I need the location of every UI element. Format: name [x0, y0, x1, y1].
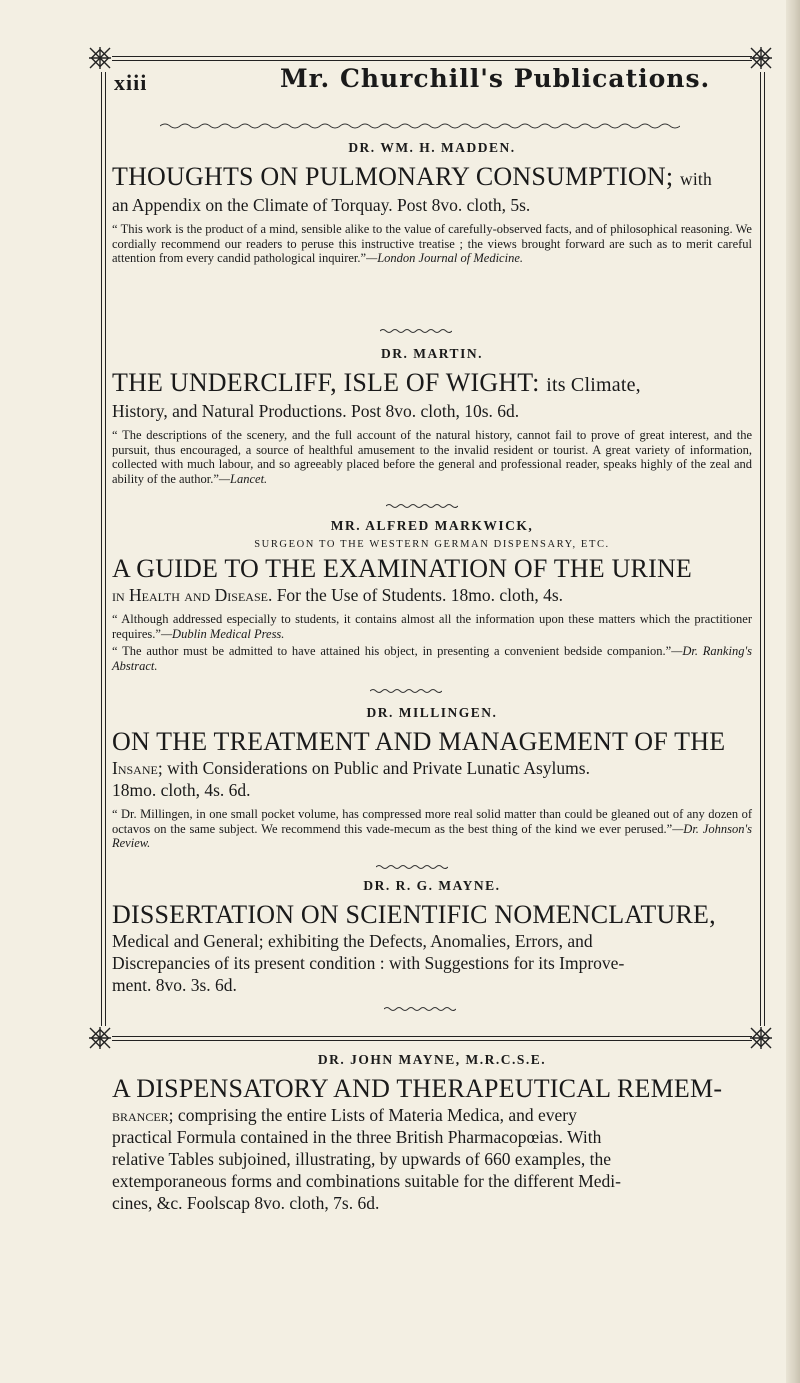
- running-title: Mr. Churchill's Publications.: [280, 64, 711, 93]
- entry-madden: [112, 140, 752, 266]
- entry-description: [112, 757, 752, 779]
- entry-author: DR. MARTIN.: [381, 346, 483, 361]
- entry-review-quote: [112, 612, 752, 641]
- entry-title: ON THE TREATMENT AND MANAGEMENT OF THE: [112, 727, 726, 756]
- entry-title: THOUGHTS ON PULMONARY CONSUMPTION;: [112, 162, 674, 191]
- entry-price: cines, &c. Foolscap 8vo. cloth, 7s. 6d.: [112, 1193, 380, 1213]
- entry-price: 18mo. cloth, 4s. 6d.: [112, 780, 251, 800]
- page-edge-shadow: [786, 0, 800, 1383]
- entry-price: ment. 8vo. 3s. 6d.: [112, 975, 237, 995]
- right-border-rule: [760, 72, 761, 1026]
- entry-review-quote: [112, 428, 752, 486]
- separator-ornament: [386, 503, 458, 509]
- corner-ornament-icon: [749, 1026, 773, 1050]
- review-text: “ The descriptions of the scenery, and the full account of the natural history, cannot fail to prove of great interest, and the pursuit, thus encouraged, a source of healthful amusement to the invalid resident or tourist. A great variety of information, collected with much labour, and so agreeably placed before the general and professional reader, speaks highly of the zeal and ability of the author.”: [112, 428, 752, 486]
- corner-ornament-icon: [88, 46, 112, 70]
- review-source: —Dublin Medical Press.: [160, 626, 285, 641]
- left-border-rule-inner: [105, 72, 106, 1026]
- left-border-rule: [101, 72, 102, 1026]
- separator-ornament: [376, 864, 448, 870]
- entry-description: Discrepancies of its present condition : with Suggestions for its Improve-: [112, 953, 625, 973]
- separator-ornament: [380, 328, 452, 334]
- entry-author: MR. ALFRED MARKWICK,: [330, 518, 534, 533]
- entry-description: [112, 584, 752, 606]
- entry-title-line: [112, 162, 752, 194]
- header-wavy-rule: [160, 122, 680, 130]
- entry-title: THE UNDERCLIFF, ISLE OF WIGHT:: [112, 368, 540, 397]
- entry-description: [112, 1104, 752, 1126]
- entry-description: History, and Natural Productions. Post 8vo. cloth, 10s. 6d.: [112, 401, 520, 421]
- entry-description: relative Tables subjoined, illustrating, by upwards of 660 examples, the: [112, 1149, 612, 1169]
- separator-ornament: [384, 1006, 456, 1012]
- entry-review-quote: [112, 644, 752, 673]
- entry-title: DISSERTATION ON SCIENTIFIC NOMENCLATURE,: [112, 900, 716, 929]
- entry-author: DR. R. G. MAYNE.: [363, 878, 501, 893]
- entry-description: an Appendix on the Climate of Torquay. Post 8vo. cloth, 5s.: [112, 195, 531, 215]
- entry-author: DR. WM. H. MADDEN.: [348, 140, 516, 155]
- entry-markwick: [112, 518, 752, 673]
- corner-ornament-icon: [749, 46, 773, 70]
- review-source: —Dr. Ranking's Abstract.: [112, 644, 752, 673]
- entry-title-tail: its Climate,: [546, 374, 641, 396]
- review-source: —Lancet.: [218, 471, 268, 486]
- review-text: “ Although addressed especially to students, it contains almost all the information upon these matters which the practitioner requires.”: [112, 612, 752, 641]
- entry-r-g-mayne: [112, 878, 752, 996]
- entry-description-text: with Considerations on Public and Private Lunatic Asylums.: [167, 758, 590, 778]
- bottom-double-rule-inner: [112, 1040, 752, 1041]
- review-text: “ The author must be admitted to have attained his object, in presenting a convenient bedside companion.”: [112, 644, 672, 658]
- review-text: “ Dr. Millingen, in one small pocket volume, has compressed more real solid matter than could be gleaned out of any dozen of octavos on the same subject. We recommend this vade-mecum as the best thing of the kind we ever perused.”: [112, 807, 752, 836]
- entry-affiliation: SURGEON TO THE WESTERN GERMAN DISPENSARY, ETC.: [254, 539, 610, 550]
- review-source: —London Journal of Medicine.: [366, 251, 524, 265]
- entry-description: extemporaneous forms and combinations suitable for the different Medi-: [112, 1171, 621, 1191]
- top-double-rule: [112, 56, 752, 57]
- entry-description-text: comprising the entire Lists of Materia Medica, and every: [177, 1105, 577, 1125]
- separator-ornament: [370, 688, 442, 694]
- entry-description: Medical and General; exhibiting the Defects, Anomalies, Errors, and: [112, 931, 593, 951]
- entry-title: A DISPENSATORY AND THERAPEUTICAL REMEM-: [112, 1074, 723, 1103]
- entry-martin: [112, 346, 752, 486]
- entry-title-line: [112, 368, 752, 400]
- top-double-rule-inner: [112, 60, 752, 61]
- review-text: “ This work is the product of a mind, sensible alike to the value of carefully-observed facts, and of philosophical reasoning. We cordially recommend our readers to peruse this instructive treatise ; the views brought forward are such as to merit careful attention from every candid pathological inquirer.”: [112, 222, 752, 265]
- entry-description: practical Formula contained in the three British Pharmacopœias. With: [112, 1127, 602, 1147]
- right-border-rule-inner: [764, 72, 765, 1026]
- corner-ornament-icon: [88, 1026, 112, 1050]
- entry-title-tail: with: [679, 169, 712, 189]
- entry-review-quote: [112, 807, 752, 851]
- bottom-double-rule: [112, 1036, 752, 1037]
- entry-subtitle: Insane;: [112, 758, 163, 778]
- entry-millingen: [112, 705, 752, 851]
- page-header: [110, 62, 735, 102]
- entry-author: DR. JOHN MAYNE, M.R.C.S.E.: [317, 1052, 547, 1067]
- entry-author: DR. MILLINGEN.: [366, 705, 498, 720]
- entry-subtitle: brancer;: [112, 1105, 174, 1125]
- entry-john-mayne: [112, 1052, 752, 1214]
- entry-review-quote: [112, 222, 752, 266]
- review-source: —Dr. Johnson's Review.: [112, 821, 752, 850]
- entry-subtitle: in Health and Disease.: [112, 585, 273, 605]
- entry-title: A GUIDE TO THE EXAMINATION OF THE URINE: [112, 554, 693, 583]
- page-number: xiii: [114, 70, 148, 95]
- entry-description-text: For the Use of Students. 18mo. cloth, 4s.: [276, 585, 564, 605]
